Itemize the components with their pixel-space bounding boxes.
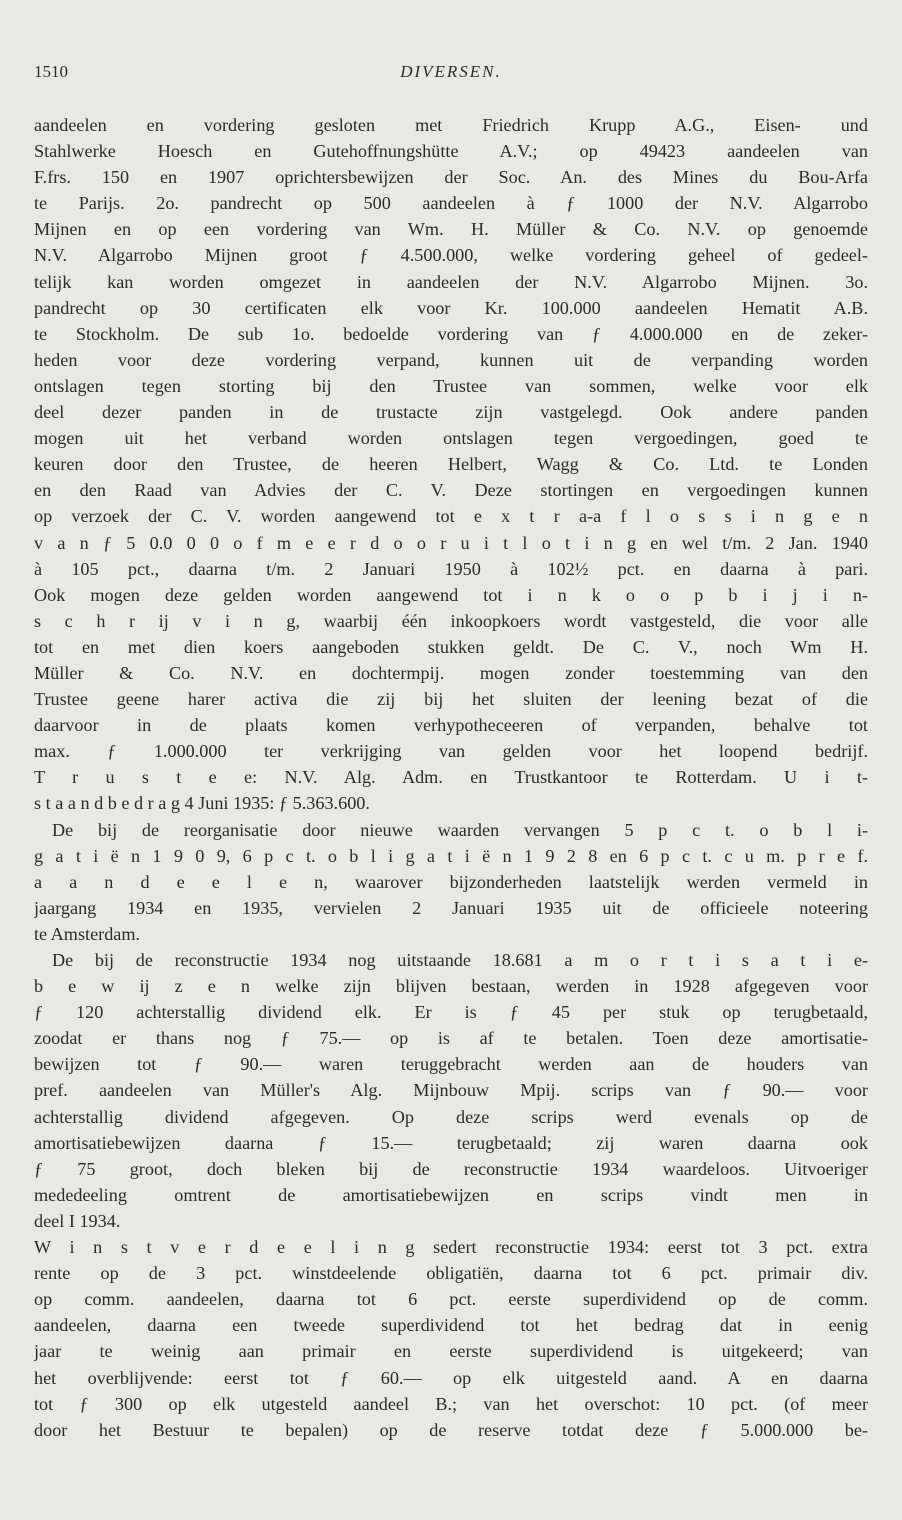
page-header <box>34 62 868 88</box>
text-line: a a n d e e l e n, waarover bijzonderheden laatstelijk werden vermeld in <box>34 871 868 892</box>
text-line: ƒ 75 groot, doch bleken bij de reconstructie 1934 waardeloos. Uitvoeriger <box>34 1158 868 1179</box>
text-line: tot ƒ 300 op elk utgesteld aandeel B.; van het overschot: 10 pct. (of meer <box>34 1393 868 1414</box>
page-number: 1510 <box>34 62 68 81</box>
text-line: ontslagen tegen storting bij den Trustee van sommen, welke voor elk <box>34 375 868 396</box>
text-line: door het Bestuur te bepalen) op de reserve totdat deze ƒ 5.000.000 be- <box>34 1419 868 1440</box>
text-line: op verzoek der C. V. worden aangewend tot e x t r a-a f l o s s i n g e n <box>34 506 868 527</box>
text-line: N.V. Algarrobo Mijnen groot ƒ 4.500.000, welke vordering geheel of gedeel- <box>34 245 868 266</box>
text-line: keuren door den Trustee, de heeren Helbert, Wagg & Co. Ltd. te Londen <box>34 454 868 475</box>
text-line: en den Raad van Advies der C. V. Deze stortingen en vergoedingen kunnen <box>34 480 868 501</box>
text-line: op comm. aandeelen, daarna tot 6 pct. eerste superdividend op de comm. <box>34 1289 868 1310</box>
text-line: deel I 1934. <box>34 1210 121 1231</box>
text-line: Ook mogen deze gelden worden aangewend tot i n k o o p b i j i n- <box>34 584 868 605</box>
text-line: jaar te weinig aan primair en eerste superdividend is uitgekeerd; van <box>34 1341 868 1362</box>
text-line: à 105 pct., daarna t/m. 2 Januari 1950 à 102½ pct. en daarna à pari. <box>34 558 868 579</box>
text-line: te Amsterdam. <box>34 923 141 944</box>
text-line: mogen uit het verband worden ontslagen tegen vergoedingen, goed te <box>34 428 868 449</box>
text-line: jaargang 1934 en 1935, vervielen 2 Januari 1935 uit de officieele noteering <box>34 897 868 918</box>
text-line: rente op de 3 pct. winstdeelende obligatiën, daarna tot 6 pct. primair div. <box>34 1263 868 1284</box>
text-line: te Stockholm. De sub 1o. bedoelde vordering van ƒ 4.000.000 en de zeker- <box>34 323 868 344</box>
text-line: max. ƒ 1.000.000 ter verkrijging van gelden voor het loopend bedrijf. <box>34 741 868 762</box>
text-line: deel dezer panden in de trustacte zijn vastgelegd. Ook andere panden <box>34 402 868 423</box>
text-line: het overblijvende: eerst tot ƒ 60.— op elk uitgesteld aand. A en daarna <box>34 1367 868 1388</box>
text-line: F.frs. 150 en 1907 oprichtersbewijzen der Soc. An. des Mines du Bou-Arfa <box>34 167 868 188</box>
text-line: De bij de reconstructie 1934 nog uitstaande 18.681 a m o r t i s a t i e- <box>52 950 868 970</box>
text-line: aandeelen en vordering gesloten met Friedrich Krupp A.G., Eisen- und <box>34 115 868 135</box>
text-line: amortisatiebewijzen daarna ƒ 15.— terugbetaald; zij waren daarna ook <box>34 1132 868 1153</box>
body-text <box>34 112 868 1443</box>
text-line: De bij de reorganisatie door nieuwe waarden vervangen 5 p c t. o b l i- <box>52 819 868 840</box>
text-line: bewijzen tot ƒ 90.— waren teruggebracht werden aan de houders van <box>34 1054 868 1075</box>
text-line: pandrecht op 30 certificaten elk voor Kr. 100.000 aandeelen Hematit A.B. <box>34 297 868 318</box>
text-line: pref. aandeelen van Müller's Alg. Mijnbouw Mpij. scrips van ƒ 90.— voor <box>34 1080 868 1101</box>
text-line: b e w ij z e n welke zijn blijven bestaan, werden in 1928 afgegeven voor <box>34 976 868 997</box>
text-line: aandeelen, daarna een tweede superdividend tot het bedrag dat in eenig <box>34 1315 868 1336</box>
text-line: telijk kan worden omgezet in aandeelen der N.V. Algarrobo Mijnen. 3o. <box>34 271 868 292</box>
running-title: DIVERSEN. <box>400 62 502 81</box>
text-line: tot en met dien koers aangeboden stukken geldt. De C. V., noch Wm H. <box>34 636 868 657</box>
text-line: ƒ 120 achterstallig dividend elk. Er is ƒ 45 per stuk op terugbetaald, <box>34 1002 868 1023</box>
text-line: te Parijs. 2o. pandrecht op 500 aandeelen à ƒ 1000 der N.V. Algarrobo <box>34 193 868 214</box>
text-line: Stahlwerke Hoesch en Gutehoffnungshütte A.V.; op 49423 aandeelen van <box>34 141 868 162</box>
text-line: heden voor deze vordering verpand, kunnen uit de verpanding worden <box>34 349 868 370</box>
text-line: v a n ƒ 5 0.0 0 0 o f m e e r d o o r u i t l o t i n g en wel t/m. 2 Jan. 1940 <box>34 532 868 553</box>
text-line: Müller & Co. N.V. en dochtermpij. mogen zonder toestemming van den <box>34 662 868 683</box>
text-line: Trustee geene harer activa die zij bij het sluiten der leening bezat of die <box>34 689 868 710</box>
text-line: achterstallig dividend afgegeven. Op deze scrips werd evenals op de <box>34 1106 868 1127</box>
text-line: s t a a n d b e d r a g 4 Juni 1935: ƒ 5.363.600. <box>34 793 370 814</box>
text-line: g a t i ë n 1 9 0 9, 6 p c t. o b l i g a t i ë n 1 9 2 8 en 6 p c t. c u m. p r e f. <box>34 845 868 866</box>
text-line: daarvoor in de plaats komen verhypotheceeren of verpanden, behalve tot <box>34 715 868 736</box>
text-line: Mijnen en op een vordering van Wm. H. Müller & Co. N.V. op genoemde <box>34 219 868 240</box>
text-line: mededeeling omtrent de amortisatiebewijzen en scrips vindt men in <box>34 1184 868 1205</box>
text-line: T r u s t e e: N.V. Alg. Adm. en Trustkantoor te Rotterdam. U i t- <box>34 767 868 788</box>
text-line: W i n s t v e r d e e l i n g sedert reconstructie 1934: eerst tot 3 pct. extra <box>34 1237 868 1258</box>
text-line: zoodat er thans nog ƒ 75.— op is af te betalen. Toen deze amortisatie- <box>34 1028 868 1049</box>
text-line: s c h r ij v i n g, waarbij één inkoopkoers wordt vastgesteld, die voor alle <box>34 610 868 631</box>
